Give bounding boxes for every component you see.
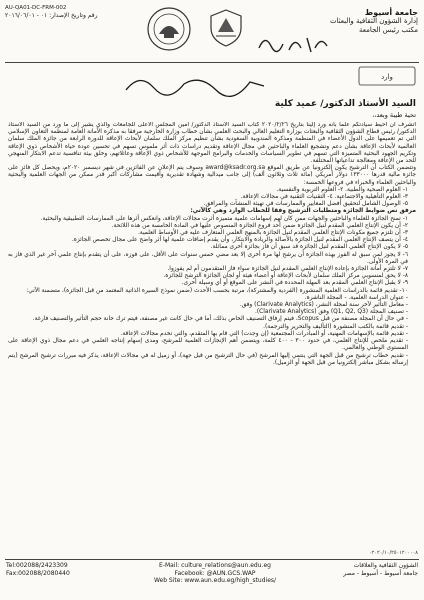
body-paragraph: - عنوان الدراسة العلمية. - المجلة الناشرة.: [304, 294, 408, 301]
footer-dept: الشؤون الثقافية والعلاقات: [353, 562, 418, 569]
recipient-line: السيد الأستاذ الدكتور/ عميد كلية: [274, 99, 416, 109]
body-paragraph: - تقديم خطاب ترشيح من قبل الجهة التي ينتمي إليها المرشح (في حال الترشيح من قبل جهة)، أو زميل له في مجالات الإعاقة، يذكر فيه مبررات ترشيح المرشح (يتم إرساله بشكل مباشر إلكترونيا من قبل الجهة أو الزميل).: [8, 352, 408, 366]
body-paragraph: - تقديم ملخص للإنتاج العلمي، في حدود ٣٠٠ - ٤٠٠ كلمة، ويتضمن أهم الإنجازات العلمية للمرشح، ومدى إسهام إنتاجه العلمي في دعم مجال ذوي الإعاقة على المستوى الوطني والعالمي.: [8, 338, 408, 352]
university-seal-icon: [146, 6, 192, 52]
footer-address: [308, 562, 418, 577]
body-paragraph: - تقديم قائمة بالكتب المنشورة (التأليف والتحرير والترجمة).: [263, 323, 408, 330]
body-paragraph: - تصنيف المجلة (Q1, Q2, Q3) وفق (Clarivate Analytics).: [254, 309, 408, 316]
body-paragraph: ٣- أن تلتزم جميع مكونات الإنتاج العلمي المقدم لنيل الجائزة بالمنهج العلمي المتعارف عليه في الأوساط العلمية.: [137, 230, 408, 237]
form-code: AU-QA01-DC-FRM-002: [5, 5, 67, 11]
body-paragraph: ٥- الوصول الشامل لتحقيق أفضل المعايير والممارسات في تهيئة المنشآت والمرافق.: [203, 201, 408, 208]
stamp-text: وارد: [381, 73, 393, 81]
body-paragraph: ١- تمنح الجائزة للعلماء والباحثين والجهات ممن كان لهم إسهامات علمية متميزة أثرت مجالات الإعاقة، وانعكس أثرها على الممارسات التطبيقية والبحثية.: [40, 215, 408, 222]
body-paragraph: ٩- لا يقبل الإنتاج العلمي المقدم بعد المهلة المحددة في النشر على الموقع أو أي وسيلة أخرى.: [181, 280, 408, 287]
body-paragraph: ٤- أن يتصف الإنتاج العلمي المقدم لنيل الجائزة بالأصالة والريادة والابتكار، وأن يقدم إضافات علمية لها أثر واضح على مجال تخصص الجائزة.: [71, 237, 408, 244]
body-paragraph: ١٠- تقديم قائمة بالدراسات العلمية المنشورة (الفردية والمشتركة)، مرتبة بحسب الأحدث (ضمن نموذج السيرة الذاتية المعتمد من قبل الجائزة)، متضمنة الآتي:: [26, 287, 408, 294]
footer-online: [130, 562, 300, 585]
footer-fax: Fax:002088/2080440: [6, 569, 70, 577]
org-name: جامعة أسيوط: [364, 8, 418, 17]
handwritten-signature: [120, 70, 270, 98]
org-office: مكتب رئيس الجامعة: [358, 26, 418, 34]
body-paragraph: ٨- لا يحق لمنسوبي مركز الملك سلمان لأبحاث الإعاقة أو أعضاء هيئة أو لجان الجائزة الترشح للجائزة.: [163, 273, 408, 280]
body-paragraph: مرفق نص ضوابط الجائزة ومتطلبات الترشيح وفقا للخطاب الوارد وهي كالآتي:: [190, 208, 416, 215]
footer-location: جامعة أسيوط - أسيوط - مصر: [343, 569, 418, 577]
footer-facebook[interactable]: Facebook: @AUN.GCS.WAP: [174, 569, 256, 577]
footer-divider: [5, 559, 419, 560]
body-paragraph: - معامل التأثير لآخر سنة لمجلة النشر، (Clarivate Analytics) وفق.: [239, 302, 408, 309]
footer-tel: Tel:002088/2423309: [6, 562, 68, 569]
body-paragraph: - في حال أن المجلة مصنفة من قبل Scopus، فيتم إرفاق التصنيف الخاص بذلك، أما في حال كانت غير مصنفة، فيتم ترك خانة حجم التأثير والتصنيف فارغة.: [32, 316, 408, 323]
body-paragraph: ٢- أن يكون الإنتاج العلمي المقدم لنيل الجائزة ضمن أحد فروع الجائزة المنصوص عليها في المادة الخامسة من هذه اللائحة.: [111, 222, 408, 229]
university-crest-icon: [208, 8, 244, 48]
body-paragraph: ١- العلوم الصحية والطبية. ٢- العلوم التربوية والنفسية.: [276, 186, 408, 193]
issue-date: رقم وتاريخ الإصدار: ٠١ - ٢٠١٦/٠٦/٠١: [5, 12, 98, 19]
letter-body: [8, 122, 416, 547]
header-divider: [5, 62, 419, 63]
handwritten-reference: [255, 30, 335, 56]
greeting-line: تحية طيبة وبعد،،: [372, 111, 416, 119]
body-paragraph: وتتضمن الكتاب أن الترشيح يكون إلكترونيا عن طريق الموقع award@ksadr.org.sa وسوف يتم الإعلان عن الفائزين في شهر ديسمبر ٢٠٢٠م، ويحصل كل فائز على جائزة مالية قدرها ١٣٣٠٠٠ دولار أمريكي (مائة ثلاث وثلاثون ألف) إلى جانب ميدالية وشهادة تقديرية وأقيمت مشاركات أكبر قدر ممكن من الجهات العلمية والبحثية والباحثين العلماء والخبراء في فروعها الخمسة:: [8, 165, 416, 186]
footer-contact: [6, 562, 126, 577]
body-paragraph: - تقديم قائمة بالإسهامات المهنية، أو المبادرات المجتمعية (إن وجدت) التي قام بها المتقدم، والتي تخدم مجالات الإعاقة.: [120, 330, 408, 337]
footer-website[interactable]: Web Site: www.aun.edu.eg/high_studies/: [153, 577, 277, 584]
body-paragraph: ٣- العلوم التأهيلية والاجتماعية. ٤- التقنيات التقنية في مجالات الإعاقة.: [240, 194, 408, 201]
org-department: إدارة الشؤون الثقافية والبعثات: [329, 17, 418, 25]
document-reference: ٠٢٠٢٠/١٠/٢٥٠١٢٠٠٠٠٨: [368, 550, 418, 556]
body-paragraph: ٦- لا يجوز لمن سبق له الفوز بهذه الجائزة أن يرشح لها مرة أخرى إلا بعد مضي خمس سنوات على الأقل، على فوزه، على أن يتقدم بإنتاج علمي آخر غير الذي فاز به في المرة الأولى.: [8, 251, 408, 265]
footer-email[interactable]: E-Mail: culture_relations@aun.edu.eg: [159, 562, 271, 569]
body-paragraph: ٥- لا يكون الإنتاج العلمي المقدم لنيل الجائزة قد سبق أن فاز بجائزة أخرى مماثلة.: [210, 244, 408, 251]
incoming-stamp: [358, 66, 416, 86]
form-code-block: [5, 4, 113, 20]
body-paragraph: أتشرف أن أحيط سيادتكم علما بأنه ورد إلينا بتاريخ ٢٠٢٠/٢/٢٦ كتاب السيد الأستاذ الدكتور/ أمين المجلس الأعلى للجامعات والذي يشير إلى ما ورد من السيد الأستاذ الدكتور/ رئيس قطاع الشؤون الثقافية والبعثات بوزارة التعليم العالي والبحث العلمي بشأن خطاب وزارة الخارجية مرفقا به مذكرة الأمانة العامة لمنظمة التعاون الإسلامي التي تم تعميمها على الدول الأعضاء في المنظمة ومذكرة المندوبية السعودية بشأن تنظيم مركز الملك سلمان لأبحاث الإعاقة للدورة الرابعة من جائزة الملك سلمان العالمية لأبحاث الإعاقة بشأن دعم وتشجيع العلماء والباحثين في مجال الإعاقة وتقديم دراسات ذات أثر ملموس تسهم في تحسين عودة حياة الأشخاص ذوي الإعاقة وتكريم الجهود البحثية المتميزة التي تسهم في تطوير السياسات والخدمات والبرامج الموجهة للأشخاص ذوي الإعاقة وعائلاتهم، وخلق بيئة تنافسية تدعم الابتكار المنهجي للحد من الإعاقة ومعالجة تداعياتها المختلفة.: [8, 122, 416, 165]
body-paragraph: ٧- لا تلتزم أمانة الجائزة بإعادة الإنتاج العلمي المقدم لنيل الجائزة سواء فاز المتقدمون أم لم يفوزوا.: [167, 266, 408, 273]
